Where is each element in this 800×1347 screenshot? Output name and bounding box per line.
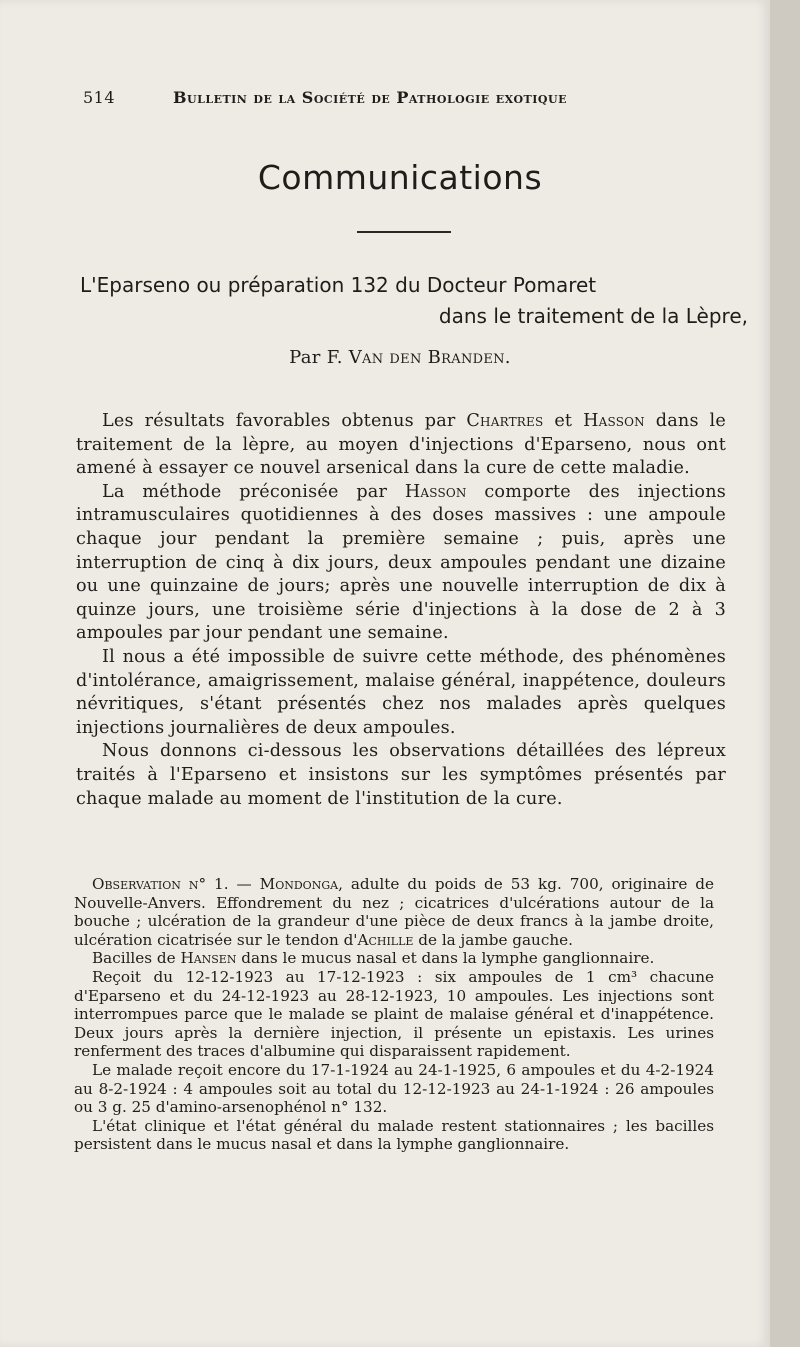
- observation-number: n° 1.: [188, 875, 229, 893]
- article-title: [80, 270, 750, 332]
- author-ref: Hasson: [583, 411, 645, 431]
- paragraph-4: Nous donnons ci-dessous les observations détaillées des lépreux traités à l'Eparseno et insistons sur les symptômes présentés par chaque malade au moment de l'institution de la cure.: [76, 741, 726, 809]
- observation-paragraph-4: Le malade reçoit encore du 17-1-1924 au 24-1-1925, 6 ampoules et du 4-2-1924 au 8-2-1924 : 4 ampoules soit au total du 12-12-1923 au 24-1-1924 : 26 ampoules ou 3 g. 25 d'amino-arsenophénol n° 132.: [74, 1060, 714, 1117]
- name-ref: Hansen: [180, 949, 237, 968]
- text-run: , adulte du poids de 53 kg. 700, originaire de Nouvelle-Anvers. Effondrement du nez ; cicatrices d'ulcérations autour de la bouche ; ulcération de la grandeur d'une pièce de deux francs à la jambe droite, ulcération cicatrisée sur le tendon d': [74, 875, 715, 949]
- observation-1: [74, 875, 714, 1154]
- author-name: Van den Branden.: [348, 347, 511, 368]
- text-run: comporte des injections intramusculaires quotidiennes à des doses massives : une ampoule chaque jour pendant la première semaine ; puis, après une interruption de cinq à dix jours, deux ampoules pendant une dizaine ou une quinzaine de jours; après une nouvelle interruption de dix à quinze jours, une troisième série d'injections à la dose de 2 à 3 ampoules par jour pendant une semaine.: [76, 481, 726, 644]
- section-title: Communications: [257, 158, 543, 197]
- author-ref: Chartres: [466, 411, 544, 431]
- patient-name: Mondonga: [259, 875, 339, 893]
- paragraph-2: [76, 481, 726, 646]
- name-ref: Achille: [357, 930, 414, 949]
- article-title-line-1: L'Eparseno ou préparation 132 du Docteur Pomaret: [80, 273, 597, 297]
- observation-paragraph-2: [74, 949, 714, 968]
- text-run: de la jambe gauche.: [413, 930, 573, 949]
- article-body: [76, 410, 726, 811]
- text-run: Bacilles de: [92, 949, 181, 968]
- paragraph-1: [76, 410, 726, 481]
- text-run: dans le traitement de la lèpre, au moyen d'injections d'Eparseno, nous ont amené à essayer ce nouvel arsenical dans la cure de cette maladie.: [76, 411, 726, 479]
- page-number: 514: [83, 88, 116, 107]
- title-rule: [357, 231, 451, 233]
- observation-paragraph-3: Reçoit du 12-12-1923 au 17-12-1923 : six ampoules de 1 cm³ chacune d'Eparseno et du 24-12-1923 au 28-12-1923, 10 ampoules. Les injections sont interrompues parce que le malade se plaint de malaise général et d'inappétence. Deux jours après la dernière injection, il présente un epistaxis. Les urines renferment des traces d'albumine qui disparaissent rapidement.: [74, 967, 714, 1061]
- article-title-line-2: dans le traitement de la Lèpre,: [438, 304, 748, 328]
- observation-paragraph-5: L'état clinique et l'état général du malade restent stationnaires ; les bacilles persistent dans le mucus nasal et dans la lymphe ganglionnaire.: [74, 1116, 714, 1154]
- text-run: et: [543, 411, 584, 431]
- text-run: dans le mucus nasal et dans la lymphe ganglionnaire.: [236, 949, 655, 968]
- observation-label: Observation: [92, 875, 181, 893]
- text-run: La méthode préconisée par: [102, 481, 405, 502]
- byline-prefix: Par F.: [289, 347, 349, 368]
- paragraph-3: Il nous a été impossible de suivre cette méthode, des phénomènes d'intolérance, amaigrissement, malaise général, inappétence, douleurs névritiques, s'étant présentés chez nos malades après quelques injections journalières de deux ampoules.: [76, 646, 726, 738]
- journal-title: Bulletin de la Société de Pathologie exotique: [173, 88, 567, 107]
- observation-paragraph-1: [74, 875, 714, 949]
- byline: [0, 347, 800, 368]
- page-edge: [770, 0, 800, 1347]
- text-run: Les résultats favorables obtenus par: [102, 411, 467, 431]
- text-run: —: [228, 875, 260, 893]
- author-ref: Hasson: [404, 481, 467, 502]
